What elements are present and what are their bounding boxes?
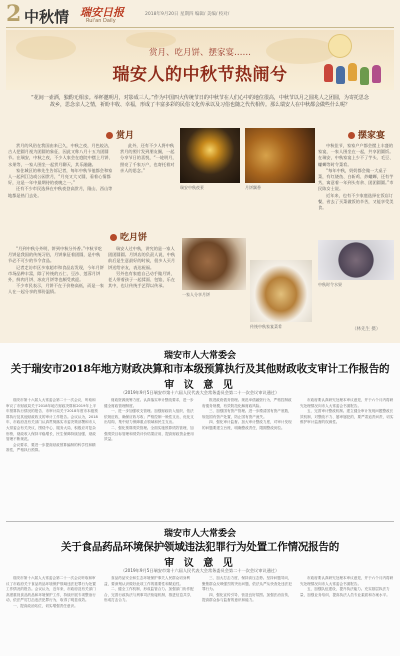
- paragraph: 二、强化预算绩效管理。全面实施预算绩效管理，加强绩效目标管理和绩效评价结果应用，提高财政资金使用效益。: [104, 425, 194, 442]
- paragraph: 另外也有家庭自己动手做月饼，老人带着孩子一起揉面、包馅，乐在其中，也让传统手艺得以传承。: [108, 270, 176, 289]
- moon-text-2: [120, 143, 178, 218]
- subhead-feast: 摆家宴: [348, 128, 385, 141]
- photo-caption: 月饼飘香: [245, 185, 261, 190]
- paragraph: 此外，还有不少人将中秋赏月的照片发到朋友圈，一起分享节日的喜悦，“一轮明月，照亮了千家万户，也寄托着对亲人的思念。”: [120, 143, 177, 173]
- feature-headline: 瑞安人的中秋节热闹兮: [112, 65, 288, 85]
- paragraph: 不少市民表示，月饼不在于价格高低，而是一家人在一起分享的那份温情。: [8, 283, 104, 295]
- notice2-org: 瑞安市人大常委会: [163, 529, 236, 539]
- newspaper-logo-subtitle: Rui'an Daily: [86, 18, 116, 24]
- sharing-mooncake-photo: [182, 238, 246, 290]
- paragraph: 近年来，也有不少家庭选择在饭店订餐，省去了买菜做饭的辛苦，又能享受美食。: [318, 192, 394, 211]
- paragraph: 财政资源统筹力度。认真落实审计整改要求，进一步健全财政管理制度。: [104, 398, 194, 408]
- paragraph: 中秋佳节，家家户户都会摆上丰盛的家宴，一家人围坐在一起，共享团圆饭。在瑞安，中秋家宴上少不了芋头、毛豆、螺蛳等时令菜肴。: [318, 143, 394, 167]
- notice1-org: 瑞安市人大常委会: [163, 351, 236, 361]
- paragraph: 市政府要认真研究处理本审议意见，并于六个月内将研究处理情况向市人大常委会书面报告。: [300, 398, 394, 408]
- paragraph: “月到中秋分外明，饼到中秋分外香。”中秋节吃月饼是我国的传统习俗，月饼象征着团圆，是中秋节必不可少的节令食品。: [8, 246, 102, 264]
- notice1-title: 关于瑞安市2018年地方财政决算和市本级预算执行及其他财政收支审计工作报告的: [10, 363, 390, 375]
- feature-banner: [6, 30, 394, 90]
- notices-section: [0, 343, 400, 656]
- notice1-column: [300, 398, 394, 518]
- notice1-column: [6, 398, 98, 518]
- feast-text: [318, 143, 394, 238]
- paragraph: 三、加强国有资产管理。进一步摸清国有资产底数，规范国有资产处置，防止国有资产流失。: [202, 409, 292, 419]
- paragraph: 二、健全工作机制，形成监管合力。加强部门协作配合，完善行政执法与刑事司法衔接机制，推进信息共享，形成打击合力。: [104, 587, 194, 603]
- paragraph: 五、加强队伍建设，提升执法能力。充实基层执法力量，加强业务培训，提高执法人员专业素质和办案水平。: [300, 587, 390, 597]
- subhead-moon: 赏月: [106, 128, 134, 141]
- photo-credit: （林先生 摄）: [352, 327, 381, 332]
- paragraph: 市政府要认真研究处理本审议意见，并于六个月内将研究处理情况向市人大常委会书面报告。: [300, 576, 394, 586]
- notice2-title: 关于食品药品环境保护领域违法犯罪行为处置工作情况报告的: [60, 541, 340, 553]
- photo-caption: 一家人分享月饼: [182, 292, 210, 297]
- notice2-column: [6, 576, 98, 654]
- header-meta: 2018年9月20日 星期四 编辑/ 美编/ 校对/: [145, 12, 230, 17]
- feature-kicker: 赏月、吃月饼、摆家宴……: [148, 48, 251, 58]
- paragraph: 一、进一步加强收支管理。加强财政收入组织，依法依规征收，确保应收尽收；严格控制一般性支出，优化支出结构，集中财力保障重点领域和民生支出。: [104, 409, 194, 425]
- page-number: 2: [6, 1, 22, 27]
- section-divider: [6, 521, 394, 522]
- mooncake-text: [8, 246, 104, 338]
- paragraph: 推进政府债务管理。规范举债融资行为，严格控制政府债务规模，有效防范化解财政风险。: [202, 398, 292, 408]
- newspaper-logo: 瑞安日报: [80, 6, 124, 19]
- paragraph: 瑞安市第十六届人大常委会第二十一次会议听取和审议了市政府关于食品药品环境保护领域违法犯罪行为处置工作情况的报告。会议认为，近年来，市政府及有关部门高度重视食品药品和环境保护工作，持续开展专项整治行动，依法严厉打击违法犯罪行为，取得了明显成效。: [6, 576, 96, 603]
- paragraph: 家住城区的林先生告诉记者，每年中秋节他都会和家人一起到江边或公园赏月，“月亮又大又圆，看着心情都好，这是一年中最期待的夜晚之一。”: [8, 167, 113, 186]
- page-header: [0, 0, 400, 30]
- notice2-column: [104, 576, 196, 654]
- photo-caption: 瑞安中秋夜景: [180, 185, 204, 190]
- feast-dish-photo: [250, 260, 312, 322]
- notice2-column: [202, 576, 294, 654]
- moon-text: [8, 143, 116, 218]
- mooncake-photo: [245, 128, 315, 183]
- paragraph: “每年中秋，奶奶都会做一大桌子菜，有红烧鱼、白斩鸡、炒螺蛳，还有芋艿，寓意着一年到头有余、团团圆圆。”市民陈女士说。: [318, 167, 394, 192]
- paragraph: 记者走访市区多家超市和食品店发现，今年月饼市场品种丰富，除了传统的五仁、豆沙、莲蓉月饼外，鲜肉月饼、冰皮月饼等也颇受欢迎。: [8, 264, 104, 283]
- paragraph: 四、强化宣传引导，营造良好氛围。加强法治宣传，提高群众参与监督的意识和能力。: [202, 592, 292, 603]
- notice1-note: （2019年9月5日瑞安市第十六届人民代表大会常务委员会第二十一次会议审议通过）: [120, 390, 280, 395]
- feature-lead: “花间一壶酒，独酌无相亲。举杯邀明月，对影成三人。”作为中国四大传统节日的中秋节在人们心中的地位很高，中秋节以月之圆兆人之团圆，为寄托思念故乡，思念亲人之情，祈盼丰收、幸福，形成了丰富多彩的民俗文化传承以及习俗也随之代代相传。那么瑞安人在中秋都会做些什么呢？: [31, 95, 369, 108]
- notice1-column: [202, 398, 294, 518]
- paragraph: 瑞安人过中秋，讲究的是一家人团团圆圆。月饼店的负责人说，中秋前后是生意最好的时候，很多人买月饼送给亲友，表达祝福。: [108, 246, 176, 270]
- fruit-photo: [318, 240, 394, 280]
- paragraph: 瑞安市第十六届人大常委会第二十一次会议，听取和审议了市财政局关于2018年地方财政决算和2019年上半年预算执行情况的报告、市审计局关于2018年度市本级预算执行及其他财政收支的审计工作报告。会议认为，2018年，市政府及有关部门认真贯彻落实市委决策部署和市人大常委会有关决议，围绕中心、服务大局，积极应对复杂形势，财政收入保持平稳增长，民生保障持续加强，财政管理不断规范。: [6, 398, 98, 442]
- paragraph: 五、完善审计整改机制。建立健全审计发现问题整改长效机制，对整改不力、屡审屡犯的，要严肃追责问责，切实维护审计监督的权威性。: [300, 409, 394, 425]
- notice2-subtitle: 审 议 意 见: [164, 558, 236, 569]
- mooncake-text-2: [108, 246, 178, 338]
- notice1-column: [104, 398, 196, 518]
- paragraph: 四、强化审计监督。加大审计整改力度，对审计发现的问题要建立台账，明确整改责任，限期整改到位。: [202, 420, 292, 430]
- section-name: 中秋情: [24, 8, 70, 26]
- photo-caption: 传统中秋家宴菜肴: [250, 324, 282, 329]
- photo-caption: 中秋时令水果: [318, 282, 342, 287]
- paragraph: 赏月的风俗在我国由来已久，中秋之夜，月色皎洁，古人把圆月视为团圆的象征，因此又称八月十五为团圆节。在瑞安，中秋之夜，不少人家会在庭院中摆上月饼、水果等，一家人围坐一起赏月聊天，其乐融融。: [8, 143, 113, 167]
- paragraph: 一、提高政治站位，切实增强责任意识。: [13, 603, 78, 608]
- moon-night-photo: [180, 128, 240, 183]
- paragraph: 三、加大打击力度，保持高压态势。坚持问题导向，聚焦群众反映强烈的突出问题，依法从严从快查处违法犯罪行为。: [202, 576, 292, 592]
- notice2-column: [300, 576, 394, 654]
- notice1-subtitle: 审 议 意 见: [164, 380, 236, 391]
- notice2-note: （2019年9月5日瑞安市第十六届人民代表大会常务委员会第二十一次会议审议通过）: [120, 568, 280, 573]
- subhead-mooncake: 吃月饼: [110, 230, 147, 243]
- paragraph: 食品药品安全和生态环境保护事关人民群众切身利益，要深刻认识做好此项工作的重要性和紧迫性。: [104, 576, 191, 586]
- paragraph: 还有不少市民选择在中秋夜登高赏月，隆山、西山等地都是热门去处。: [8, 186, 113, 198]
- header-rule: [6, 27, 394, 28]
- paragraph: 会议要求，要进一步提高财政预算编制的科学性和精准性，严格执行预算。: [6, 442, 96, 453]
